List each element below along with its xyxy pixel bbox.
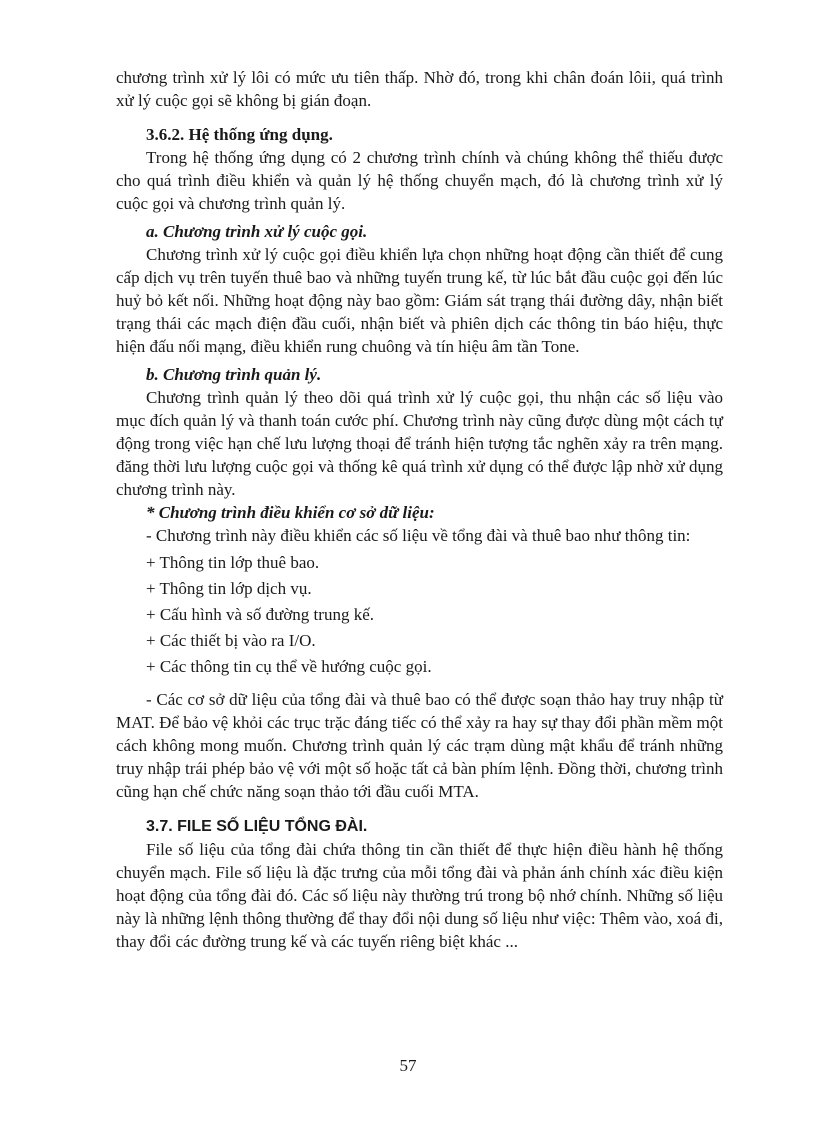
paragraph-database-access: - Các cơ sở dữ liệu của tổng đài và thuê bao có thể được soạn thảo hay truy nhập từ MAT. Để bảo vệ khỏi các trục trặc đáng tiếc có thể xảy ra hay sự thay đổi phần mềm một cách không mong muốn. Chương trình quản lý các trạm dùng mật khẩu để tránh những truy nhập trái phép bảo vệ với một số hoặc tất cả bàn phím lệnh. Đồng thời, chương trình cũng hạn chế chức năng soạn thảo tới đầu cuối MTA. — [116, 690, 723, 801]
list-item: + Cấu hình và số đường trung kế. — [146, 605, 374, 624]
list-item: + Thông tin lớp thuê bao. — [146, 553, 320, 572]
info-list — [116, 551, 723, 678]
section-heading-3-6-2: 3.6.2. Hệ thống ứng dụng. — [146, 125, 333, 144]
section-heading-3-7: 3.7. FILE SỐ LIỆU TỔNG ĐÀI. — [146, 818, 368, 835]
paragraph-database-control: - Chương trình này điều khiển các số liệu về tổng đài và thuê bao như thông tin: — [146, 526, 691, 545]
paragraph-continuation: chương trình xử lý lôi có mức ưu tiên thấp. Nhờ đó, trong khi chân đoán lôii, quá trình xử lý cuộc gọi sẽ không bị gián đoạn. — [116, 68, 723, 110]
paragraph-application-system: Trong hệ thống ứng dụng có 2 chương trình chính và chúng không thể thiếu được cho quá trình điều khiển và quản lý hệ thống chuyển mạch, đó là chương trình xử lý cuộc gọi và chương trình quản lý. — [116, 148, 723, 213]
paragraph-data-file: File số liệu của tổng đài chứa thông tin cần thiết để thực hiện điều hành hệ thống chuyển mạch. File số liệu là đặc trưng của mỗi tổng đài và phản ánh chính xác điều kiện hoạt động của tổng đài đó. Các số liệu này thường trú trong bộ nhớ chính. Những số liệu này là những lệnh thông thường để thay đổi nội dung số liệu như việc: Thêm vào, xoá đi, thay đổi các đường trung kế và các tuyến riêng biệt khác ... — [116, 840, 723, 951]
page-number: 57 — [399, 1056, 417, 1075]
list-item: + Các thiết bị vào ra I/O. — [146, 631, 316, 650]
paragraph-management-program: Chương trình quản lý theo dõi quá trình xử lý cuộc gọi, thu nhận các số liệu vào mục đích quản lý và thanh toán cước phí. Chương trình này cũng được dùng một cách tự động trong việc hạn chế lưu lượng thoại để tránh hiện tượng tắc nghẽn xảy ra trên mạng. đăng thời lưu lượng cuộc gọi và thống kê quá trình xử dụng có thể được lập nhờ xử dụng chương trình này. — [116, 388, 723, 499]
subheading-management-program: b. Chương trình quản lý. — [146, 365, 322, 384]
paragraph-call-processing: Chương trình xử lý cuộc gọi điều khiển lựa chọn những hoạt động cần thiết để cung cấp dịch vụ trên tuyến thuê bao và những tuyến trung kế, từ lúc bắt đầu cuộc gọi đến lúc huỷ bỏ kết nối. Những hoạt động này bao gồm: Giám sát trạng thái đường dây, nhận biết trạng thái các mạch điện đầu cuối, nhận biết và phiên dịch các thông tin báo hiệu, thực hiện đấu nối mạng, điều khiển rung chuông và tín hiệu âm tần Tone. — [116, 245, 723, 356]
subheading-call-processing: a. Chương trình xử lý cuộc gọi. — [146, 222, 368, 241]
list-item: + Thông tin lớp dịch vụ. — [146, 579, 312, 598]
list-item: + Các thông tin cụ thể về hướng cuộc gọi. — [146, 657, 432, 676]
subheading-database-control: * Chương trình điều khiển cơ sở dữ liệu: — [146, 503, 435, 522]
